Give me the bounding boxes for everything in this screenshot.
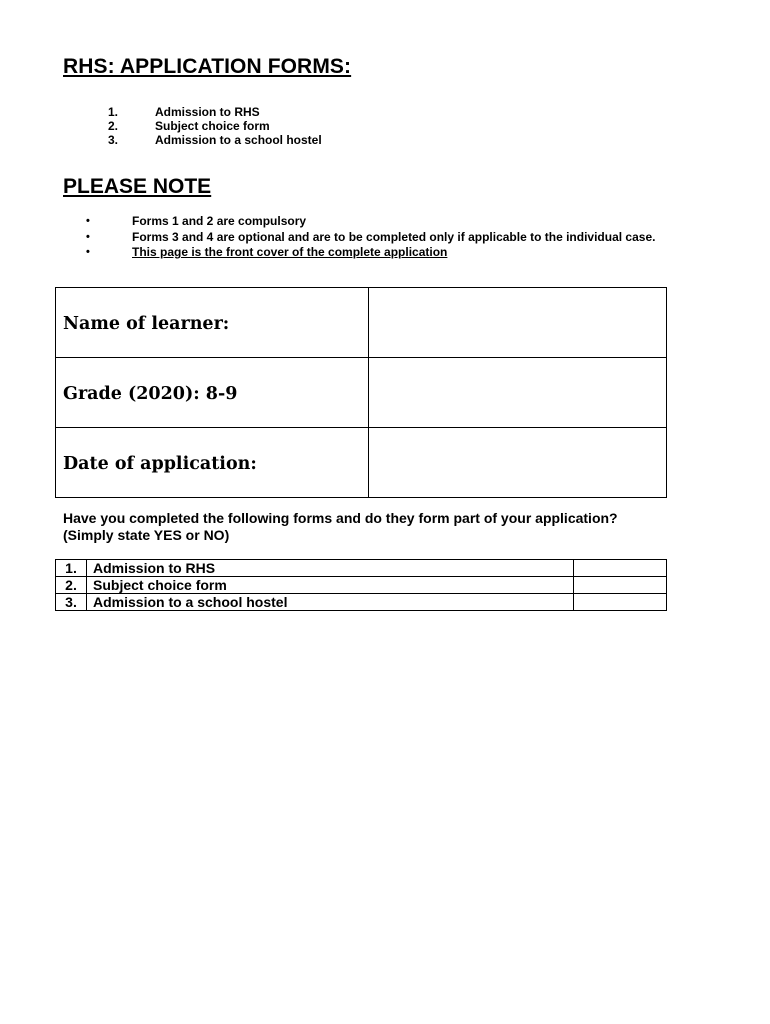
bullet-icon: • (86, 230, 90, 243)
learner-name-label: Name of learner: (56, 288, 369, 358)
grade-field[interactable] (369, 358, 667, 428)
note-text: Forms 3 and 4 are optional and are to be completed only if applicable to the individual case. (132, 229, 656, 244)
list-number: 3. (108, 133, 119, 147)
question-line: Have you completed the following forms and do they form part of your application? (63, 510, 618, 526)
row-number: 2. (56, 577, 87, 594)
note-text: Forms 1 and 2 are compulsory (132, 214, 307, 228)
application-date-field[interactable] (369, 428, 667, 498)
answer-field[interactable] (574, 560, 667, 577)
list-item-label: Admission to a school hostel (155, 133, 322, 147)
application-date-label: Date of application: (56, 428, 369, 498)
question-instruction: (Simply state YES or NO) (63, 527, 230, 543)
grade-label: Grade (2020): 8-9 (56, 358, 369, 428)
table-row (56, 428, 667, 498)
learner-name-field[interactable] (369, 288, 667, 358)
forms-checklist-table (55, 559, 667, 611)
table-row (56, 560, 667, 577)
list-item-label: Subject choice form (155, 119, 270, 133)
row-number: 1. (56, 560, 87, 577)
list-number: 2. (108, 119, 119, 133)
form-name: Subject choice form (87, 577, 574, 594)
learner-info-table (55, 287, 667, 498)
row-number: 3. (56, 594, 87, 611)
note-heading: PLEASE NOTE (63, 175, 212, 198)
list-item-label: Admission to RHS (155, 105, 260, 119)
bullet-icon: • (86, 246, 90, 258)
table-row (56, 577, 667, 594)
page-title: RHS: APPLICATION FORMS: (63, 55, 352, 78)
table-row (56, 288, 667, 358)
table-row (56, 358, 667, 428)
list-number: 1. (108, 105, 119, 119)
completion-question (63, 510, 618, 544)
table-row (56, 594, 667, 611)
note-text: This page is the front cover of the complete application (132, 245, 448, 259)
form-name: Admission to a school hostel (87, 594, 574, 611)
answer-field[interactable] (574, 577, 667, 594)
form-name: Admission to RHS (87, 560, 574, 577)
bullet-icon: • (86, 215, 90, 227)
answer-field[interactable] (574, 594, 667, 611)
